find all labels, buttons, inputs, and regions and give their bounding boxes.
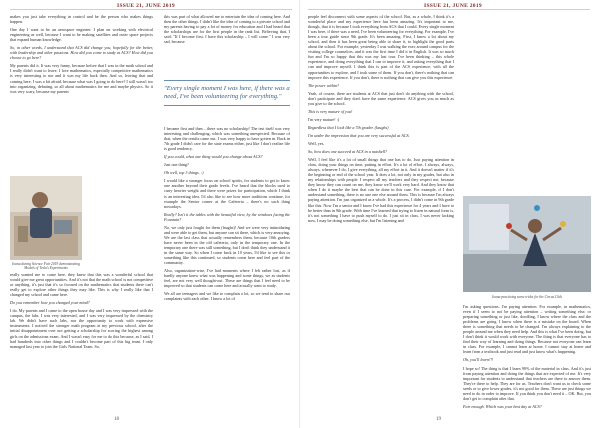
header-rule [10,9,292,10]
left-col2-top [164,14,290,47]
interview-question: Oh, you'll learn!!! [463,357,494,363]
photo-caption: Ioana practicing some tricks for the Circus Club [492,295,562,299]
paragraph: Just one thing? [164,162,189,168]
photo-illustration [10,176,82,260]
paragraph: Well, yes. [308,140,325,146]
right-page [300,0,600,428]
paragraph: Yeah, of course, there are students at ACS that just don't do anything with the school, don't participate and they don't have the same experience. ACS gives you as much as you give to the school. [308,90,454,106]
paragraph: this was part of what allowed me to entertain the idea of coming here. And then the other things. I didn't like the idea of coming to a private school and my parents having to pay a lot of money for education and I had heard that the scholarships are for the first people in the rank list. Believing that, I said: "If I become first, I have this scholarship – I will come." I was very sad, because [164,14,290,45]
interview-question: So, how does one succeed at ACS in a nutshell? [308,149,388,155]
paragraph: really wanted me to come here, they knew that this was a wonderful school that would give me great opportunities. And it's not that the math school is not competitive or anything, it's just that it's so focused on the mathematics that students there can't really get to explore other things they may like. This is why I really like that I changed my school and came here. [10,272,154,298]
paragraph: I would like a stronger focus on school spirits, for students to get to know one another beyond their grade levels. I've heard that the blocks used to carry heavier weight and there were prizes for participation, which I think is an interesting idea. I'd also like to see how more traditions continue, for example the Senior corner at the Cafeteria – there's no such thing nowadays. [164,178,290,209]
paragraph: I'm asking questions. I'm paying attention. For example, in mathematics, even if I seem to not be paying attention – writing something else, or preparing something or just like, doodling, I know where the class and the problems are going. I know when there is a mistake on the board. When there is something that needs to be changed. I'm always explaining to the people around me when they need help. And this is what I've been doing, but I don't think it would work with everyone. The thing is that everyone has to find their way of learning and doing things. Because not everyone can learn in class. For example, I cannot learn at home. I cannot stay at home and learn from a textbook and just read and just know what's happening. [463,304,591,355]
left-col1-bottom [10,272,153,352]
paragraph: makes you just take everything in control and be the person who makes things happen. [10,14,153,25]
paragraph: I hope so! The thing is that I learn 90% of the material in class. And it's just from paying attention and doing the things that are expected of me. It's very important for students to understand that teachers are there to answer them. They're there to help. They are for us. Teachers don't want us to check some seeds or to give lower grades, it's not good for them. These are just things we need to do in order to improve. If you think you don't need it – OK. But, you don't get to complain after that. [463,365,591,401]
pull-quote: "Every single moment I was here, if there was a need, I've been volunteering for everything." [164,80,290,106]
paragraph: Also, organization-wise, I've had moments where I felt rather lost, as if hardly anyone knew what was happening and some things, we as students feel, are not very well thought-out. These are things that I feel need to be improved so that students can come here and actually want to study. [164,268,290,289]
paragraph: No, we only just fought for them (laughs)! And we were very intimidating and were able to get them, but anyone can sit there, which is very annoying. We are the last class that actually remembers them, because 10th graders have never been in the old cafeteria, only in the temporary one. In the temporary one there was still something, but I don't think they understand it in the same way. So when I come back in 10 years, I'd like to see this or something like this continued, so students come here and feel part of the community. [164,224,290,266]
interview-question: Really? Isn't it the tables with the beautiful view, by the windows facing the Fountain? [164,211,290,222]
paragraph: My parents did it. It was very funny, because before that I was in the math school and I really didn't want to leave. I love mathematics, especially competitive mathematics is very interesting to me and it was my life back then. And so, leaving that and coming here, I was a bit afraid, because what was I going to do here? I still wasn't too into organizing, debating, so all about mathematics for me and maybe physics. So it was very scary, because my parents [10,63,153,94]
interview-question: The power within? [308,82,340,88]
interview-question: If you could, what one thing would you change about ACS? [164,154,263,160]
interview-question: Oh well, top 3 things. :) [164,170,204,176]
issue-header: ISSUE 21, JUNE 2019 [117,3,175,9]
paragraph: I'm very mature! :) [308,116,340,122]
page-number: 18 [114,417,119,422]
interview-question: Do you remember how you changed your mind? [10,300,90,306]
page-number: 19 [436,417,441,422]
photo-caption: Ioana during Science Fair 2019 demonstrating Models of Tesla's Experiments [12,262,80,271]
interview-question: So, in other words, I understand that ACS did change you, hopefully for the better, with leadership and other passions. How did you come to study at ACS? How did you choose to go here? [10,45,153,61]
student-science-fair-photo [10,176,82,260]
paragraph: people feel disconnect with some aspects of the school. But, as a whole, I think it's a wonderful place and my experience here has been amazing. It's important to me, though, that it is because I took everything from ACS that I could. Every single moment I was here, if there was a need, I've been volunteering for everything. For example, I've been a tour guide since 9th grade. It's been amazing. First, I know a lot about my school, and then it has been great being able to share it, to highlight the good parts about the school. For example, yesterday I was walking the exec around campus for the visiting college counselors, and it was the first time I did it in English. It was so much fun and I'm so happy that this was my last tour. I've been thinking – this whole experience, and doing everything that I can to improve it, and asking everything that I can and improve myself. I think this is part of the ACS experience, with all the opportunities to explore, and I took some of them. If you don't, there's nothing that can improve this experience. If you don't, there is nothing that can give you this experience. [308,14,454,80]
interview-question: Regardless that I look like a 7th grader. (laughs) [308,124,389,130]
interview-question: I'm under the impression that you are very successful at ACS. [308,132,410,138]
paragraph: I became first and then – there was no scholarship! The test itself was very interesting and challenging, which was something unexpected. Because of that, when the results came out, I was very happy to have gotten in. Back in 7th grade I didn't care for the state exams either, just like I don't realize life is good tendency. [164,126,290,152]
left-col1-top [10,14,153,97]
paragraph: I do. My parents and I came to the open house day and I was very impressed with the campus, the labs. I was very interested, and I was very impressed by the chemistry lab. We didn't have such labs, nor the opportunity to work with expensive instruments. I noticed the stronger math program at my previous school, after the initial disappointment over not getting a scholarship for scoring the highest among girls on the admissions exam. And I wasn't easy for me to do this because, as I said, I had hundreds into other things and I couldn't become part of this big team. I only managed last year to join the Girls National Team. So, [10,308,153,349]
header-rule [308,9,590,10]
interview-question: This is very mature of you! [308,108,353,114]
issue-header: ISSUE 21, JUNE 2019 [424,3,482,9]
photo-illustration [463,196,591,292]
paragraph: One day I want to be an aerospace engineer. I plan on working with electrical engineering as well, because I want to be making satellites and outer space projects that expand human knowledge. [10,27,153,43]
right-col2 [463,304,591,412]
circus-club-photo [463,196,591,292]
paragraph: Well, I feel like it's a lot of small things that one has to do. Just paying attention in class, doing your things on time, putting in effort. It's a lot of effort. I always, always, always, whenever I do, I give everything, all my effort in it. And it doesn't matter if it's the beginning or end of the school year. It does a lot, not only in my grades, but also in my relationships with people. I respect all my teachers and they respect me, because they know they can count on me, they know we'll work very hard. And they know that when I do it maybe the best that can be done in this case. For example, if I don't understand something, there is no one one else around them. This is because I'm always paying attention. I'm just organized as a whole. It's a process, I didn't come in 9th grade like this. Now I'm a senior and I know I've had this experience for 4 years and I have to be better than in 9th grade. With time I've learned that trying to listen in natural form is, it's not something I have to push myself to do. I just sit in class. I was never lacking now, I may be doing something else, but I'm listening and [308,157,454,223]
right-col1 [308,14,454,226]
interview-question: Fair enough. Which was your best day at ACS? [463,403,542,409]
paragraph: We all are teenagers and we like to complain a lot, so we tend to share our complaints with each other. I know a lot of [164,291,290,302]
left-col2-bottom [164,126,290,304]
